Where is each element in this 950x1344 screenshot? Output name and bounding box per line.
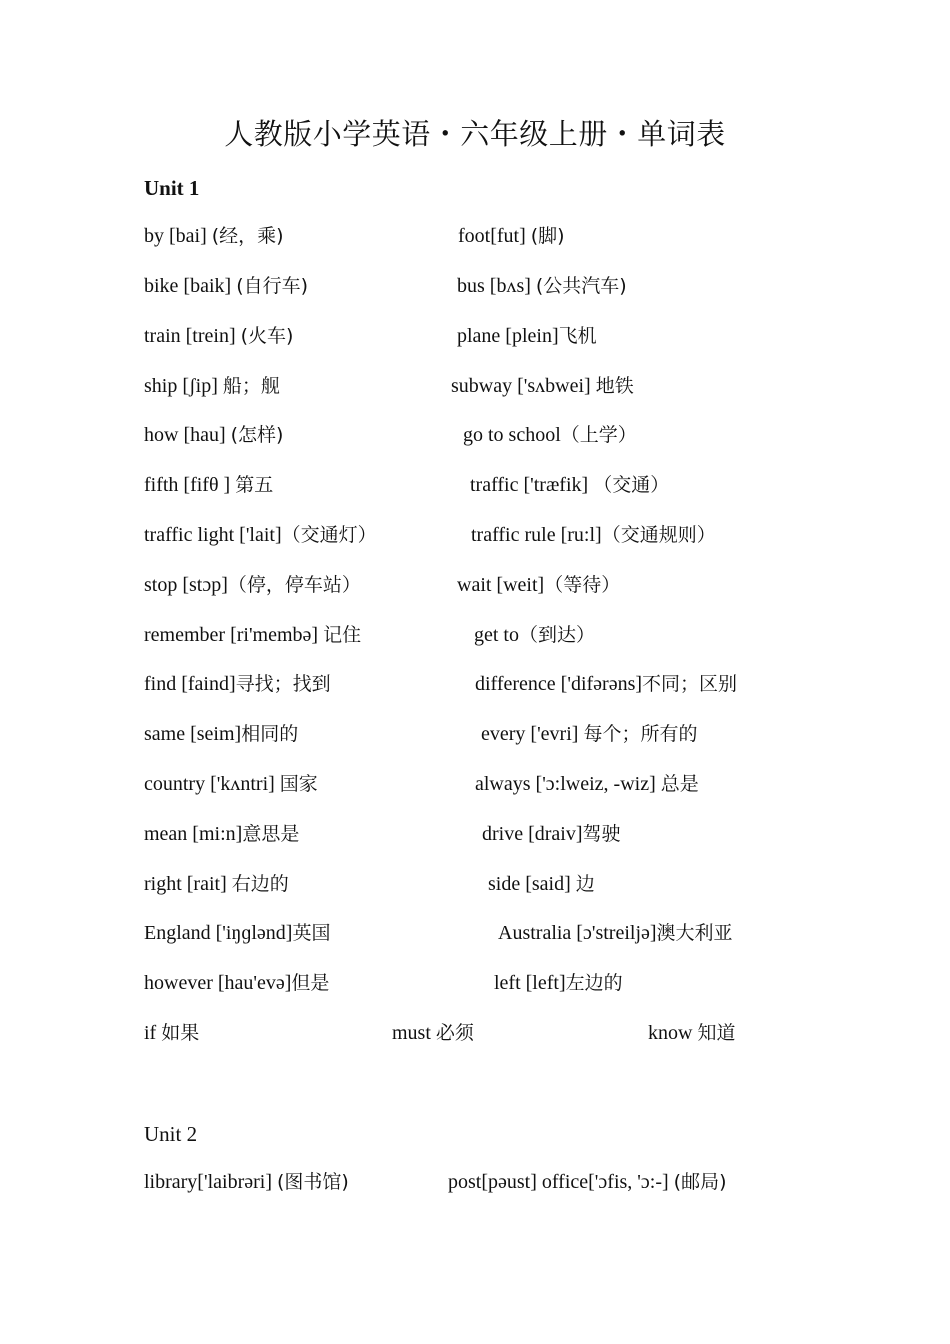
vocab-entry: go to school（上学） [463,424,637,446]
vocab-entry: right [rait] 右边的 [144,873,289,895]
vocab-entry: find [faind]寻找；找到 [144,673,331,695]
vocab-entry: wait [weit]（等待） [457,574,621,596]
vocab-entry: traffic ['træfik] （交通） [470,474,670,496]
vocab-entry: difference ['difərəns]不同；区别 [475,673,738,695]
vocab-entry: bike [baik] (自行车) [144,275,309,297]
vocab-entry: ship [ʃip] 船；舰 [144,375,280,397]
vocab-entry: subway ['sʌbwei] 地铁 [451,375,634,397]
vocab-entry: side [said] 边 [488,873,595,895]
vocab-entry: always ['ɔ:lweiz, -wiz] 总是 [475,773,699,795]
vocab-entry: however [hau'evə]但是 [144,972,330,994]
vocab-entry: how [hau] (怎样) [144,424,284,446]
vocab-entry: every ['evri] 每个；所有的 [481,723,698,745]
vocab-entry: drive [draiv]驾驶 [482,823,621,845]
vocab-entry: foot[fut] (脚) [458,225,565,247]
vocab-entry: if 如果 [144,1022,200,1044]
vocab-entry: know 知道 [648,1022,736,1044]
vocab-entry: Australia [ɔ'streiljə]澳大利亚 [498,922,733,944]
vocab-entry: by [bai] (经，乘) [144,225,284,247]
vocab-entry: stop [stɔp]（停，停车站） [144,574,361,596]
vocab-entry: bus [bʌs] (公共汽车) [457,275,627,297]
vocab-entry: plane [plein]飞机 [457,325,597,347]
vocab-entry: same [seim]相同的 [144,723,299,745]
vocab-entry: traffic rule [ru:l]（交通规则） [471,524,716,546]
vocab-entry: remember [ri'membə] 记住 [144,624,362,646]
vocab-entry: England ['iŋɡlənd]英国 [144,922,331,944]
vocab-entry: fifth [fifθ ] 第五 [144,474,274,496]
page-title: 人教版小学英语・六年级上册・单词表 [224,117,726,151]
vocab-entry: post[pəust] office['ɔfis, 'ɔ:-] (邮局) [448,1171,727,1193]
vocab-entry: library['laibrəri] (图书馆) [144,1171,349,1193]
unit-heading: Unit 2 [144,1122,198,1146]
vocab-entry: train [trein] (火车) [144,325,294,347]
vocab-entry: get to（到达） [474,624,596,646]
vocab-entry: left [left]左边的 [494,972,623,994]
vocab-entry: traffic light ['lait]（交通灯） [144,524,377,546]
vocab-entry: must 必须 [392,1022,474,1044]
vocab-entry: mean [mi:n]意思是 [144,823,300,845]
unit-heading: Unit 1 [144,176,200,200]
vocab-entry: country ['kʌntri] 国家 [144,773,318,795]
